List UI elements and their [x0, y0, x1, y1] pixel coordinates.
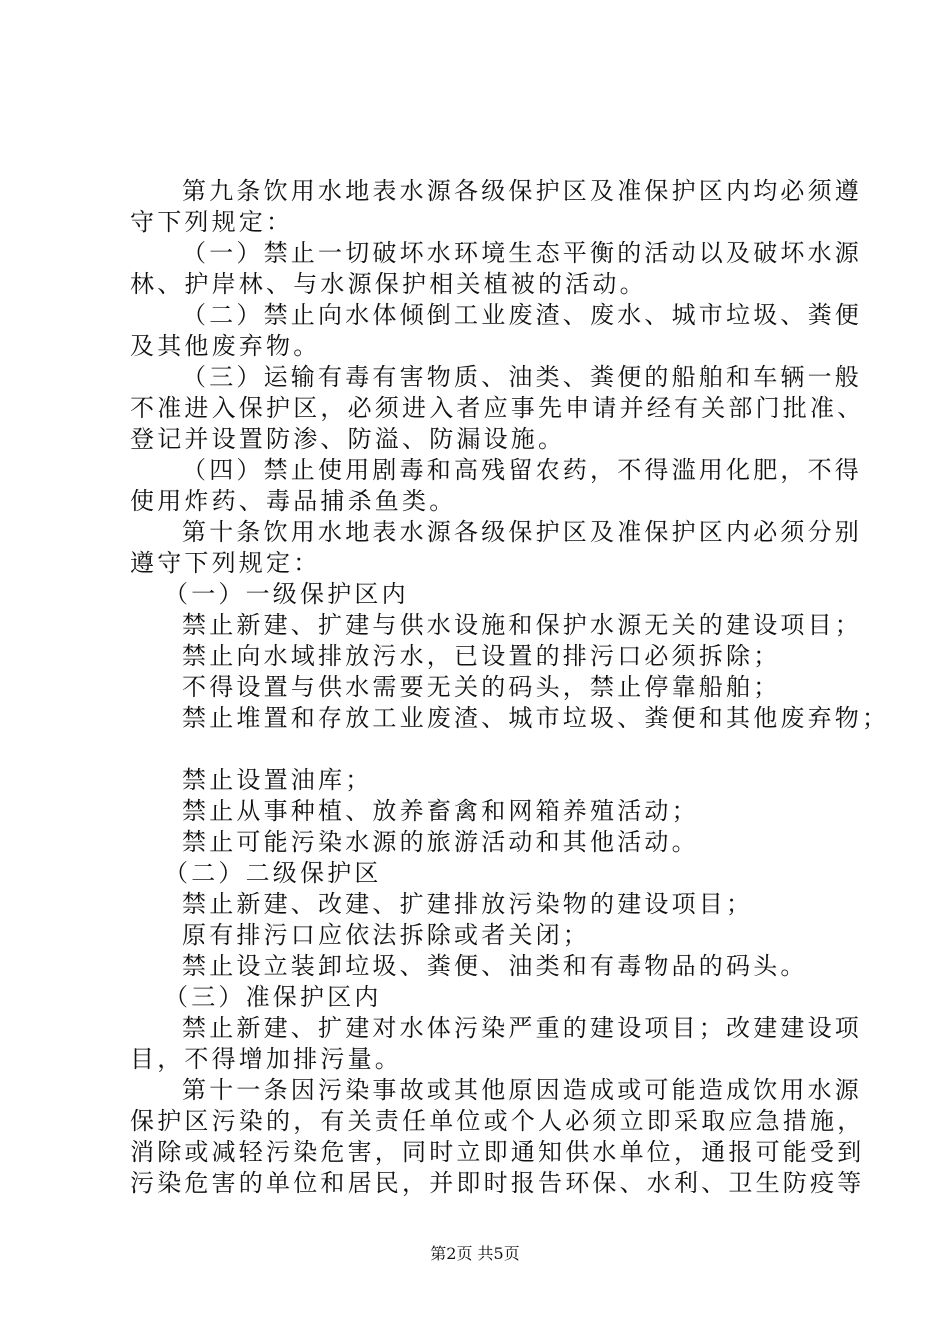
text-line: 污染危害的单位和居民，并即时报告环保、水利、卫生防疫等 — [130, 1169, 865, 1197]
text-line: 第九条饮用水地表水源各级保护区及准保护区内均必须遵 — [182, 177, 862, 205]
text-line: 第十条饮用水地表水源各级保护区及准保护区内必须分别 — [182, 518, 862, 546]
page-number: 第2页 共5页 — [430, 1244, 520, 1263]
text-line: 守下列规定： — [130, 208, 294, 236]
text-line: （四）禁止使用剧毒和高残留农药，不得滥用化肥，不得 — [182, 456, 862, 484]
text-line: 及其他废弃物。 — [130, 332, 321, 360]
text-line: 禁止向水域排放污水，已设置的排污口必须拆除； — [182, 642, 781, 670]
text-line: 保护区污染的，有关责任单位或个人必须立即采取应急措施， — [130, 1107, 865, 1135]
text-line: 目，不得增加排污量。 — [130, 1045, 402, 1073]
text-line: （二）二级保护区 — [164, 859, 382, 887]
text-line: （一）一级保护区内 — [164, 580, 409, 608]
text-line: 禁止从事种植、放养畜禽和网箱养殖活动； — [182, 797, 699, 825]
text-line: 消除或减轻污染危害，同时立即通知供水单位，通报可能受到 — [130, 1138, 865, 1166]
text-line: （三）运输有毒有害物质、油类、粪便的船舶和车辆一般 — [182, 363, 862, 391]
text-line: 原有排污口应依法拆除或者关闭； — [182, 921, 590, 949]
text-line: 遵守下列规定： — [130, 549, 321, 577]
text-line: 不得设置与供水需要无关的码头，禁止停靠船舶； — [182, 673, 781, 701]
text-line: 禁止新建、扩建与供水设施和保护水源无关的建设项目； — [182, 611, 862, 639]
text-line: 不准进入保护区，必须进入者应事先申请并经有关部门批准、 — [130, 394, 865, 422]
text-line: 禁止新建、改建、扩建排放污染物的建设项目； — [182, 890, 754, 918]
text-line: （三）准保护区内 — [164, 983, 382, 1011]
text-line: 禁止设置油库； — [182, 766, 373, 794]
text-line: 禁止可能污染水源的旅游活动和其他活动。 — [182, 828, 699, 856]
text-line: 登记并设置防渗、防溢、防漏设施。 — [130, 425, 566, 453]
text-line: 禁止新建、扩建对水体污染严重的建设项目；改建建设项 — [182, 1014, 862, 1042]
text-line: 林、护岸林、与水源保护相关植被的活动。 — [130, 270, 647, 298]
text-line: 第十一条因污染事故或其他原因造成或可能造成饮用水源 — [182, 1076, 862, 1104]
text-line: （二）禁止向水体倾倒工业废渣、废水、城市垃圾、粪便 — [182, 301, 862, 329]
text-line: 禁止堆置和存放工业废渣、城市垃圾、粪便和其他废弃物； — [182, 704, 890, 732]
text-line: 使用炸药、毒品捕杀鱼类。 — [130, 487, 457, 515]
text-line: （一）禁止一切破坏水环境生态平衡的活动以及破坏水源 — [182, 239, 862, 267]
text-line: 禁止设立装卸垃圾、粪便、油类和有毒物品的码头。 — [182, 952, 808, 980]
